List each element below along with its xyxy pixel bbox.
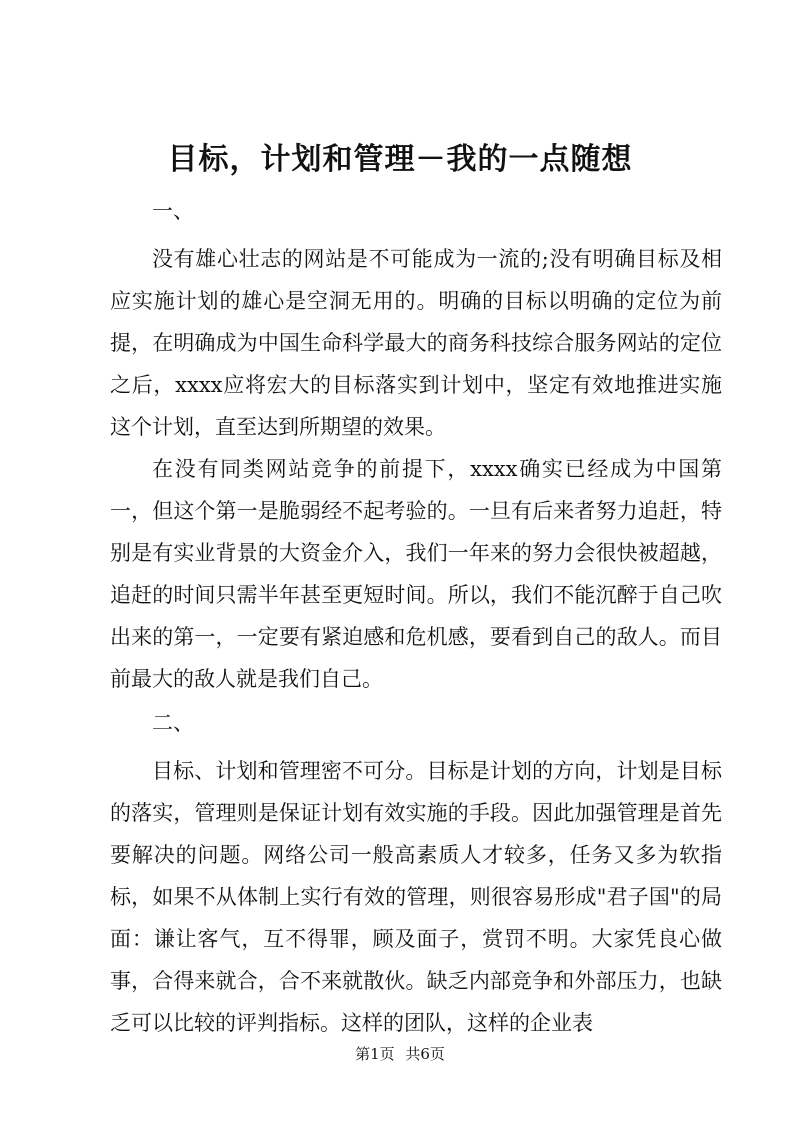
document-body bbox=[110, 196, 722, 1044]
paragraph: 在没有同类网站竞争的前提下，xxxx确实已经成为中国第一，但这个第一是脆弱经不起考验的。一旦有后来者努力追赶，特别是有实业背景的大资金介入，我们一年来的努力会很快被超越，追赶的时间只需半年甚至更短时间。所以，我们不能沉醉于自己吹出来的第一，一定要有紧迫感和危机感，要看到自己的敌人。而目前最大的敌人就是我们自己。 bbox=[110, 457, 722, 691]
section-heading-2: 二、 bbox=[152, 711, 194, 735]
page-total: 共6页 bbox=[405, 1045, 445, 1063]
section-heading-1: 一、 bbox=[152, 199, 194, 223]
paragraph: 目标、计划和管理密不可分。目标是计划的方向，计划是目标的落实，管理则是保证计划有效实施的手段。因此加强管理是首先要解决的问题。网络公司一般高素质人才较多，任务又多为软指标，如果不从体制上实行有效的管理，则很容易形成"君子国"的局面：谦让客气，互不得罪，顾及面子，赏罚不明。大家凭良心做事，合得来就合，合不来就散伙。缺乏内部竞争和外部压力，也缺乏可以比较的评判指标。这样的团队，这样的企业表 bbox=[110, 759, 722, 1035]
paragraph: 没有雄心壮志的网站是不可能成为一流的;没有明确目标及相应实施计划的雄心是空洞无用的。明确的目标以明确的定位为前提，在明确成为中国生命科学最大的商务科技综合服务网站的定位之后，xxxx应将宏大的目标落实到计划中，坚定有效地推进实施这个计划，直至达到所期望的效果。 bbox=[110, 247, 722, 439]
page-number: 第1页 bbox=[355, 1045, 395, 1063]
document-title: 目标，计划和管理－我的一点随想 bbox=[167, 142, 633, 177]
page-footer bbox=[0, 1044, 800, 1064]
